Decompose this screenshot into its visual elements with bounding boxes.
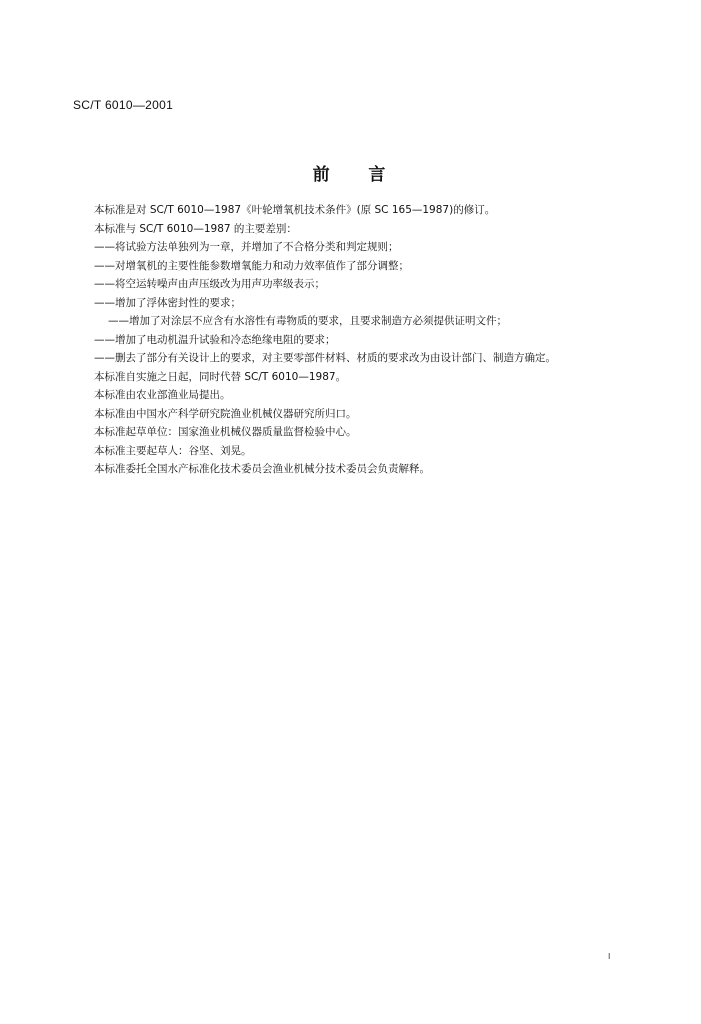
list-item: ——增加了对涂层不应含有水溶性有毒物质的要求，且要求制造方必须提供证明文件；	[108, 315, 507, 327]
body-line: 本标准由中国水产科学研究院渔业机械仪器研究所归口。	[94, 407, 357, 420]
page-number: I	[608, 952, 611, 961]
body-line: 本标准是对 SC/T 6010—1987《叶轮增氧机技术条件》(原 SC 165—1987)的修订。	[94, 204, 496, 216]
list-item: ——将空运转噪声由声压级改为用声功率级表示；	[94, 278, 325, 290]
list-item: ——删去了部分有关设计上的要求，对主要零部件材料、材质的要求改为由设计部门、制造方确定。	[94, 352, 556, 364]
foreword-heading: 前 言	[312, 165, 389, 185]
body-line: 本标准由农业部渔业局提出。	[94, 389, 231, 401]
list-item: ——增加了浮体密封性的要求；	[94, 296, 241, 309]
body-line: 本标准自实施之日起，同时代替 SC/T 6010—1987。	[94, 370, 347, 383]
foreword-body	[94, 201, 674, 479]
list-item: ——将试验方法单独列为一章，并增加了不合格分类和判定规则；	[94, 241, 399, 253]
body-line: 本标准主要起草人：谷坚、刘晃。	[94, 444, 252, 457]
list-item: ——增加了电动机温升试验和冷态绝缘电阻的要求；	[94, 333, 336, 346]
body-line: 本标准起草单位：国家渔业机械仪器质量监督检验中心。	[94, 426, 357, 438]
body-line: 本标准与 SC/T 6010—1987 的主要差别：	[94, 222, 297, 235]
body-line: 本标准委托全国水产标准化技术委员会渔业机械分技术委员会负责解释。	[94, 463, 430, 475]
standard-code: SC/T 6010—2001	[73, 98, 174, 112]
list-item: ——对增氧机的主要性能参数增氧能力和动力效率值作了部分调整；	[94, 259, 409, 272]
